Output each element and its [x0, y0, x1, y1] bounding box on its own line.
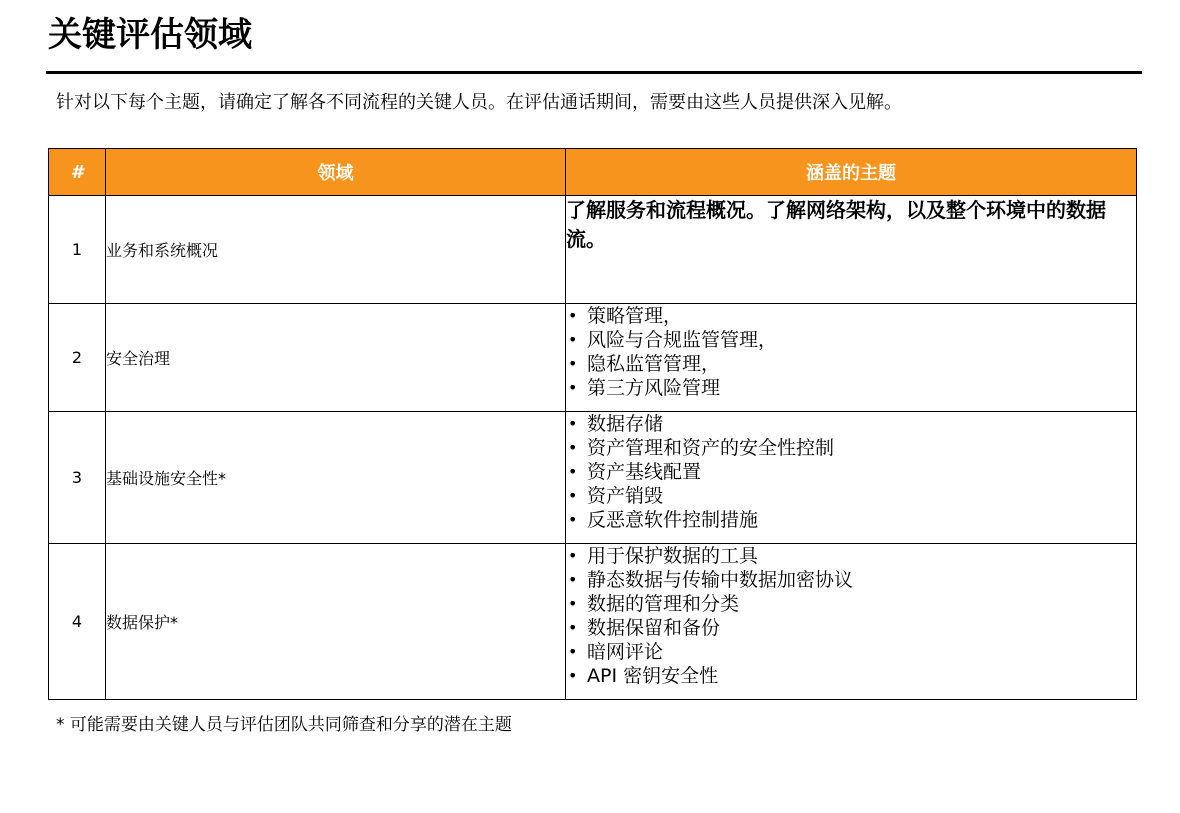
- row-area: 安全治理: [106, 304, 566, 412]
- bullet-icon: •: [568, 354, 578, 373]
- bullet-icon: •: [568, 486, 578, 505]
- topic-label: API 密钥安全性: [587, 665, 719, 687]
- title-divider: [46, 71, 1142, 74]
- table-row: [49, 412, 1137, 544]
- list-item: [566, 592, 1136, 616]
- bullet-icon: •: [568, 462, 578, 481]
- topic-label: 资产基线配置: [587, 461, 702, 483]
- bullet-icon: •: [568, 642, 578, 661]
- header-number: #: [49, 149, 106, 196]
- list-item: [566, 412, 1136, 436]
- list-item: [566, 640, 1136, 664]
- header-topics: 涵盖的主题: [566, 149, 1137, 196]
- intro-paragraph: 针对以下每个主题，请确定了解各不同流程的关键人员。在评估通话期间，需要由这些人员提供深入见解。: [56, 92, 902, 113]
- topics-list: [566, 412, 1136, 532]
- topics-paragraph: 了解服务和流程概况。了解网络架构，以及整个环境中的数据流。: [566, 198, 1106, 251]
- list-item: [566, 460, 1136, 484]
- list-item: [566, 328, 1136, 352]
- list-item: [566, 544, 1136, 568]
- row-topics: [566, 304, 1137, 412]
- bullet-icon: •: [568, 594, 578, 613]
- bullet-icon: •: [568, 546, 578, 565]
- list-item: [566, 376, 1136, 400]
- bullet-icon: •: [568, 414, 578, 433]
- topic-label: 资产销毁: [587, 485, 664, 507]
- bullet-icon: •: [568, 618, 578, 637]
- table-row: [49, 544, 1137, 700]
- list-item: [566, 664, 1136, 688]
- topic-label: 策略管理，: [587, 305, 683, 327]
- row-topics: [566, 544, 1137, 700]
- list-item: [566, 568, 1136, 592]
- topic-label: 暗网评论: [587, 641, 664, 663]
- topic-label: 用于保护数据的工具: [587, 545, 759, 567]
- topic-label: 数据的管理和分类: [587, 593, 740, 615]
- topic-label: 数据保留和备份: [587, 617, 721, 639]
- list-item: [566, 352, 1136, 376]
- bullet-icon: •: [568, 378, 578, 397]
- topic-label: 风险与合规监管管理，: [587, 329, 778, 351]
- assessment-areas-table: [48, 148, 1137, 700]
- topic-label: 反恶意软件控制措施: [587, 509, 759, 531]
- footnote: * 可能需要由关键人员与评估团队共同筛查和分享的潜在主题: [56, 715, 512, 735]
- bullet-icon: •: [568, 438, 578, 457]
- row-area: 基础设施安全性*: [106, 412, 566, 544]
- list-item: [566, 436, 1136, 460]
- topics-list: [566, 304, 1136, 400]
- topic-label: 第三方风险管理: [587, 377, 721, 399]
- row-number: 3: [49, 412, 106, 544]
- topic-label: 隐私监管管理，: [587, 353, 721, 375]
- table-header-row: [49, 149, 1137, 196]
- bullet-icon: •: [568, 510, 578, 529]
- row-area: 数据保护*: [106, 544, 566, 700]
- page-title: 关键评估领域: [48, 15, 252, 55]
- row-number: 1: [49, 196, 106, 304]
- table-row: [49, 304, 1137, 412]
- header-area: 领域: [106, 149, 566, 196]
- row-topics: [566, 412, 1137, 544]
- list-item: [566, 508, 1136, 532]
- row-topics: [566, 196, 1137, 304]
- topics-list: [566, 544, 1136, 688]
- row-area: 业务和系统概况: [106, 196, 566, 304]
- list-item: [566, 484, 1136, 508]
- table-row: [49, 196, 1137, 304]
- bullet-icon: •: [568, 330, 578, 349]
- bullet-icon: •: [568, 570, 578, 589]
- topic-label: 数据存储: [587, 413, 664, 435]
- list-item: [566, 304, 1136, 328]
- bullet-icon: •: [568, 666, 578, 685]
- bullet-icon: •: [568, 306, 578, 325]
- list-item: [566, 616, 1136, 640]
- row-number: 4: [49, 544, 106, 700]
- row-number: 2: [49, 304, 106, 412]
- topic-label: 静态数据与传输中数据加密协议: [587, 569, 854, 591]
- topic-label: 资产管理和资产的安全性控制: [587, 437, 835, 459]
